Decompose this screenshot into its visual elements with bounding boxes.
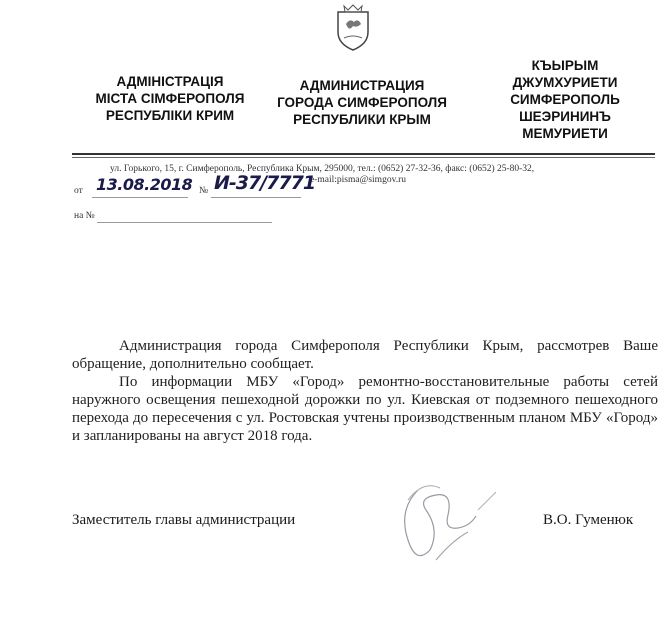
header-line: СИМФЕРОПОЛЬ [510, 92, 620, 107]
header-crimean-tatar [485, 57, 645, 142]
header-line: АДМІНІСТРАЦІЯ [116, 74, 224, 89]
email-line: e-mail:pisma@simgov.ru [310, 175, 406, 185]
header-russian [262, 77, 462, 128]
date-label: от [74, 186, 83, 196]
handwritten-signature [378, 470, 528, 575]
coat-of-arms-emblem [330, 2, 376, 52]
header-line: КЪЫРЫМ [531, 58, 599, 73]
signer-role: Заместитель главы администрации [72, 512, 296, 528]
header-line: ДЖУМХУРИЕТИ [512, 75, 618, 90]
number-underline [211, 197, 301, 198]
date-underline [92, 197, 188, 198]
header-line: РЕСПУБЛІКИ КРИМ [105, 108, 235, 123]
header-line: АДМИНИСТРАЦИЯ [299, 78, 425, 93]
body-paragraph: Администрация города Симферополя Республики Крым, рассмотрев Ваше обращение, дополнительно сообщает. [72, 338, 658, 372]
number-label: № [199, 186, 209, 196]
header-divider [72, 153, 655, 155]
header-divider-thin [72, 157, 655, 158]
reply-underline [97, 222, 272, 223]
letter-body [72, 337, 658, 445]
header-line: ГОРОДА СИМФЕРОПОЛЯ [277, 95, 447, 110]
handwritten-number: И-37/7771 [214, 172, 316, 194]
header-line: РЕСПУБЛИКИ КРЫМ [293, 112, 431, 127]
handwritten-date: 13.08.2018 [96, 175, 193, 194]
header-line: ШЕЭРИНИНЪ [519, 109, 611, 124]
header-line: МЕМУРИЕТИ [522, 126, 608, 141]
address-line: ул. Горького, 15, г. Симферополь, Республика Крым, 295000, тел.: (0652) 27-32-36, факс: (0652) 25-80-32, [110, 164, 535, 174]
signer-name: В.О. Гуменюк [543, 512, 634, 528]
body-paragraph: По информации МБУ «Город» ремонтно-восстановительные работы сетей наружного освещения пешеходной дорожки по ул. Киевская от подземного пешеходного перехода до пересечения с ул. Ростовская учтены производственным планом МБУ «Город» и запланированы на август 2018 года. [72, 374, 658, 444]
recipient-redacted [395, 222, 650, 312]
header-line: МІСТА СІМФЕРОПОЛЯ [95, 91, 245, 106]
header-ukrainian [70, 73, 270, 124]
reply-to-label: на № [74, 211, 95, 221]
